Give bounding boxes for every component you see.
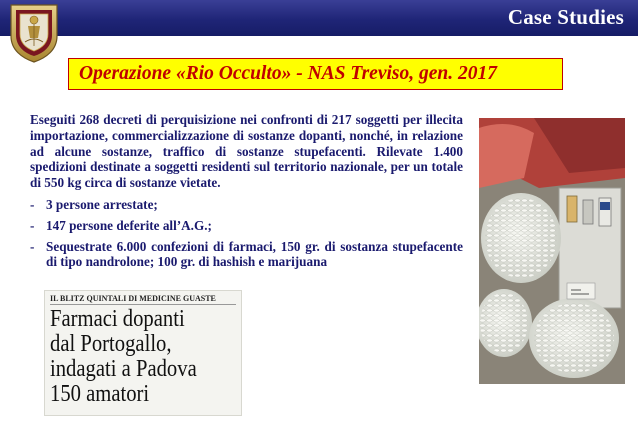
seized-drugs-photo-icon bbox=[479, 118, 625, 384]
header-bar bbox=[0, 0, 638, 36]
page-title: Case Studies bbox=[507, 5, 624, 29]
bullet-dash: - bbox=[30, 197, 35, 212]
clipping-kicker: IL BLITZ QUINTALI DI MEDICINE GUASTE bbox=[50, 294, 236, 305]
summary-paragraph: Eseguiti 268 decreti di perquisizione nei confronti di 217 soggetti per illecita importazione, commercializzazione di sostanze dopanti, nonché, in relazione ad alcune sostanze, traffico di sostanze stupefacenti. Rilevate 1.400 spedizioni destinate a soggetti residenti sul territorio nazionale, per un totale di 550 kg circa di sostanze vietate. bbox=[30, 112, 463, 191]
operation-title: Operazione «Rio Occulto» - NAS Treviso, gen. 2017 bbox=[79, 63, 497, 84]
list-item bbox=[30, 197, 463, 213]
results-list bbox=[30, 197, 463, 275]
list-item bbox=[30, 239, 463, 271]
bullet-text: 147 persone deferite all’A.G.; bbox=[46, 217, 212, 233]
newspaper-clipping bbox=[44, 290, 242, 416]
list-item bbox=[30, 218, 463, 234]
carabinieri-crest-icon bbox=[8, 2, 60, 64]
bullet-text: 3 persone arrestate; bbox=[46, 197, 158, 212]
bullet-dash: - bbox=[30, 217, 35, 233]
operation-title-box bbox=[68, 58, 563, 90]
bullet-dash: - bbox=[30, 238, 35, 254]
bullet-text: Sequestrate 6.000 confezioni di farmaci, 150 gr. di sostanza stupefacente di tipo nandrolone; 100 gr. di hashish e marijuana bbox=[46, 238, 463, 270]
clipping-headline: Farmaci dopanti dal Portogallo, indagati a Padova 150 amatori bbox=[50, 306, 197, 407]
